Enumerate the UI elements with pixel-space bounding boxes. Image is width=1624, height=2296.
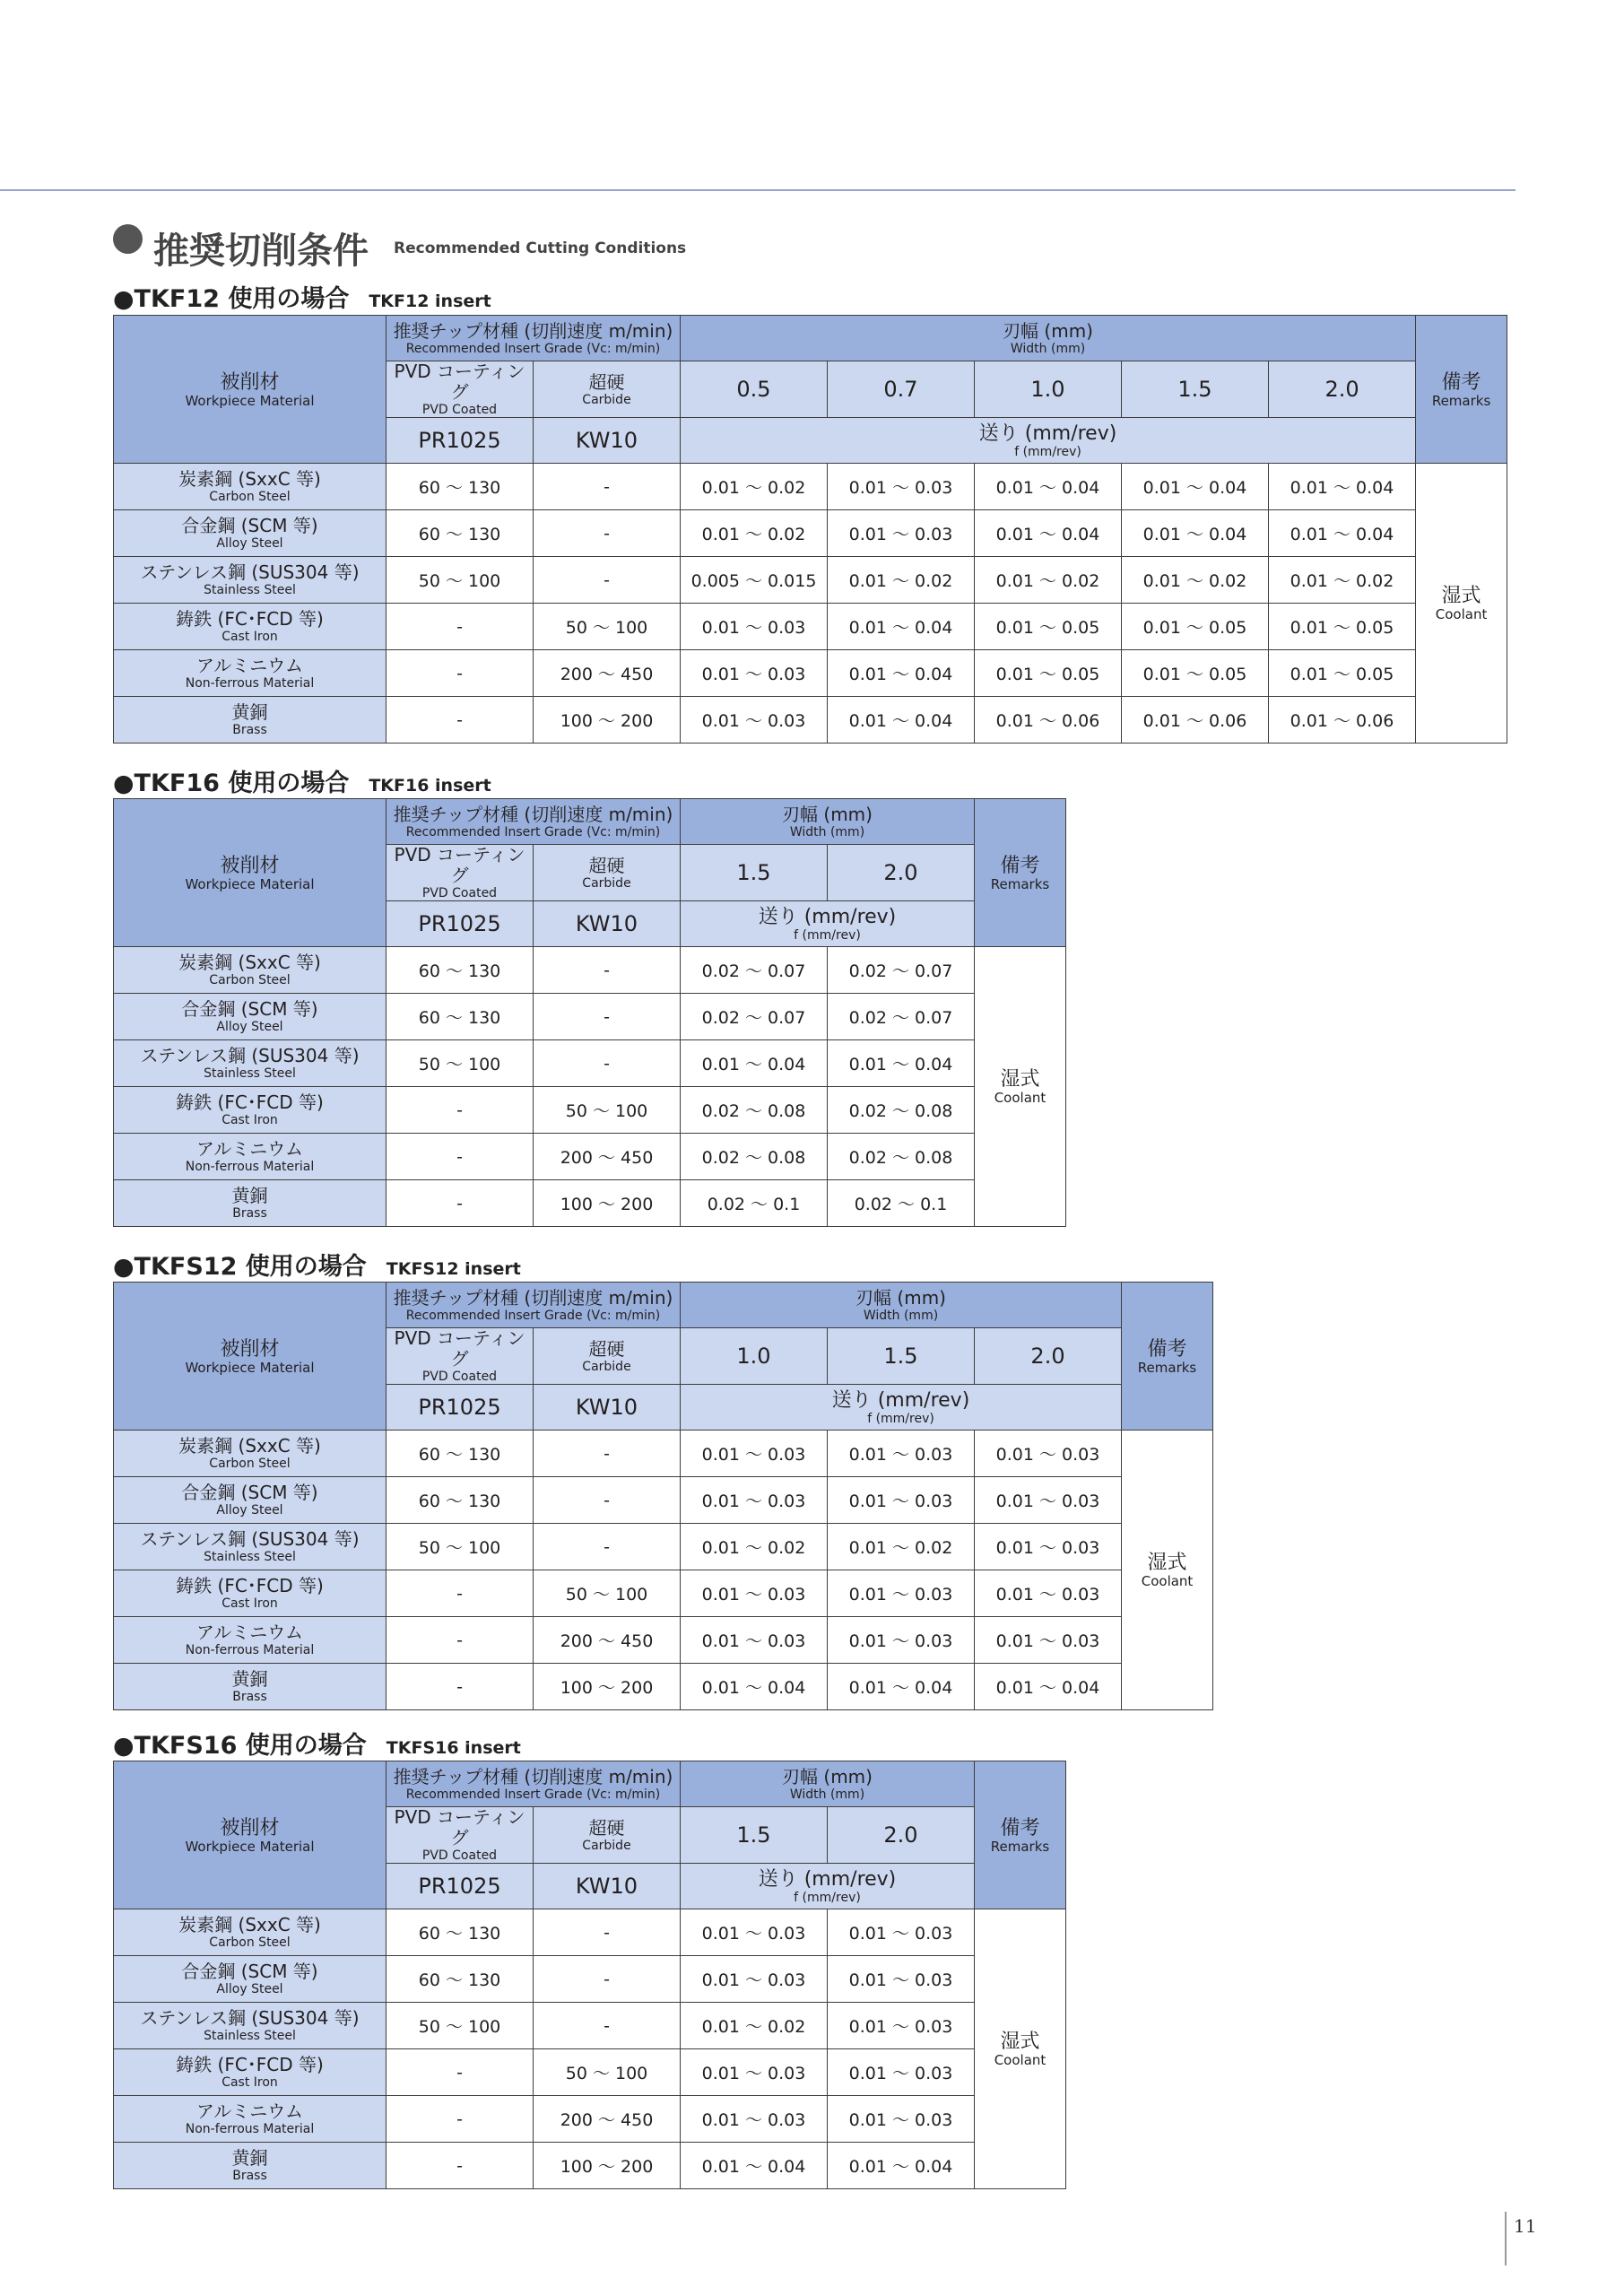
width-value: 1.5: [681, 1807, 828, 1864]
page-number: 11: [1514, 2215, 1537, 2237]
feed-cell: 0.02 ～ 0.07: [681, 994, 828, 1040]
workpiece-cell: 炭素鋼 (SxxC 等) Carbon Steel: [114, 947, 386, 994]
width-value: 2.0: [828, 845, 975, 901]
section-title-tkfs16: ●TKFS16 使用の場合 TKFS16 insert: [113, 1732, 521, 1760]
feed-cell: 0.01 ～ 0.04: [681, 1040, 828, 1087]
speed-cell: -: [386, 2096, 534, 2143]
grade-header: 推奨チップ材種 (切削速度 m/min) Recommended Insert Grade (Vc: m/min): [386, 799, 681, 845]
speed-cell: 100 ～ 200: [534, 697, 681, 744]
width-value: 0.5: [681, 361, 828, 418]
workpiece-cell: 黄銅 Brass: [114, 697, 386, 744]
speed-cell: -: [534, 510, 681, 557]
width-value: 1.5: [681, 845, 828, 901]
speed-cell: -: [386, 1180, 534, 1227]
pvd-header: PVD コーティング PVD Coated: [386, 845, 534, 901]
speed-cell: 60 ～ 130: [386, 994, 534, 1040]
pvd-header: PVD コーティング PVD Coated: [386, 1807, 534, 1864]
pvd-header: PVD コーティング PVD Coated: [386, 1328, 534, 1385]
feed-cell: 0.01 ～ 0.04: [828, 1664, 975, 1710]
speed-cell: -: [534, 1040, 681, 1087]
width-value: 1.0: [975, 361, 1122, 418]
cutting-table-tkf12: [113, 315, 1507, 744]
speed-cell: -: [386, 1664, 534, 1710]
feed-cell: 0.01 ～ 0.06: [975, 697, 1122, 744]
workpiece-header: 被削材 Workpiece Material: [114, 1761, 386, 1909]
feed-cell: 0.01 ～ 0.02: [1122, 557, 1269, 604]
page-subtitle: Recommended Cutting Conditions: [394, 239, 687, 257]
feed-cell: 0.01 ～ 0.03: [975, 1477, 1122, 1524]
feed-cell: 0.01 ～ 0.02: [681, 2003, 828, 2049]
feed-cell: 0.01 ～ 0.02: [828, 557, 975, 604]
speed-cell: 50 ～ 100: [386, 557, 534, 604]
feed-cell: 0.01 ～ 0.02: [828, 1524, 975, 1570]
grade-header: 推奨チップ材種 (切削速度 m/min) Recommended Insert Grade (Vc: m/min): [386, 316, 681, 361]
speed-cell: 200 ～ 450: [534, 2096, 681, 2143]
carbide-header: 超硬 Carbide: [534, 845, 681, 901]
speed-cell: -: [534, 557, 681, 604]
feed-cell: 0.01 ～ 0.02: [1269, 557, 1416, 604]
feed-cell: 0.01 ～ 0.04: [828, 604, 975, 650]
remarks-cell: 湿式 Coolant: [975, 1909, 1066, 2189]
feed-cell: 0.01 ～ 0.04: [975, 510, 1122, 557]
page-number-rule: [1505, 2212, 1507, 2266]
feed-cell: 0.01 ～ 0.03: [828, 1431, 975, 1477]
speed-cell: 100 ～ 200: [534, 1180, 681, 1227]
feed-cell: 0.01 ～ 0.03: [828, 1617, 975, 1664]
feed-cell: 0.01 ～ 0.03: [681, 2049, 828, 2096]
remarks-header: 備考 Remarks: [1122, 1283, 1213, 1431]
speed-cell: -: [386, 2143, 534, 2189]
workpiece-cell: 炭素鋼 (SxxC 等) Carbon Steel: [114, 464, 386, 510]
workpiece-cell: 炭素鋼 (SxxC 等) Carbon Steel: [114, 1909, 386, 1956]
feed-cell: 0.01 ～ 0.03: [681, 1956, 828, 2003]
speed-cell: 60 ～ 130: [386, 1956, 534, 2003]
cutting-table-tkfs12: [113, 1282, 1213, 1710]
speed-cell: 200 ～ 450: [534, 650, 681, 697]
feed-cell: 0.01 ～ 0.04: [1122, 510, 1269, 557]
feed-cell: 0.01 ～ 0.04: [975, 464, 1122, 510]
feed-cell: 0.01 ～ 0.04: [828, 650, 975, 697]
feed-header: 送り (mm/rev) f (mm/rev): [681, 418, 1416, 464]
feed-cell: 0.01 ～ 0.03: [975, 1524, 1122, 1570]
speed-cell: -: [534, 1956, 681, 2003]
workpiece-cell: 合金鋼 (SCM 等) Alloy Steel: [114, 1477, 386, 1524]
width-value: 1.5: [828, 1328, 975, 1385]
speed-cell: -: [386, 1134, 534, 1180]
speed-cell: 60 ～ 130: [386, 1909, 534, 1956]
speed-cell: 60 ～ 130: [386, 947, 534, 994]
width-value: 2.0: [975, 1328, 1122, 1385]
feed-cell: 0.01 ～ 0.03: [681, 1431, 828, 1477]
speed-cell: 60 ～ 130: [386, 464, 534, 510]
feed-cell: 0.02 ～ 0.07: [681, 947, 828, 994]
remarks-cell: 湿式 Coolant: [975, 947, 1066, 1227]
page-heading: [113, 222, 686, 274]
remarks-header: 備考 Remarks: [1416, 316, 1507, 464]
feed-cell: 0.01 ～ 0.04: [1122, 464, 1269, 510]
speed-cell: 60 ～ 130: [386, 510, 534, 557]
speed-cell: 50 ～ 100: [534, 604, 681, 650]
workpiece-cell: アルミニウム Non-ferrous Material: [114, 2096, 386, 2143]
feed-cell: 0.02 ～ 0.08: [828, 1134, 975, 1180]
feed-cell: 0.01 ～ 0.02: [681, 510, 828, 557]
section-title-tkfs12: ●TKFS12 使用の場合 TKFS12 insert: [113, 1253, 521, 1281]
speed-cell: -: [534, 464, 681, 510]
speed-cell: -: [534, 1524, 681, 1570]
width-header: 刃幅 (mm) Width (mm): [681, 1761, 975, 1807]
feed-cell: 0.01 ～ 0.03: [828, 1956, 975, 2003]
carbide-header: 超硬 Carbide: [534, 361, 681, 418]
feed-cell: 0.01 ～ 0.03: [681, 1570, 828, 1617]
feed-cell: 0.02 ～ 0.07: [828, 947, 975, 994]
workpiece-cell: アルミニウム Non-ferrous Material: [114, 650, 386, 697]
carbide-header: 超硬 Carbide: [534, 1328, 681, 1385]
speed-cell: 60 ～ 130: [386, 1477, 534, 1524]
speed-cell: 100 ～ 200: [534, 2143, 681, 2189]
feed-cell: 0.01 ～ 0.03: [681, 1477, 828, 1524]
feed-cell: 0.01 ～ 0.03: [828, 1477, 975, 1524]
page-title: 推奨切削条件: [153, 230, 369, 272]
workpiece-cell: ステンレス鋼 (SUS304 等) Stainless Steel: [114, 1040, 386, 1087]
feed-cell: 0.01 ～ 0.05: [1122, 604, 1269, 650]
feed-header: 送り (mm/rev) f (mm/rev): [681, 1385, 1122, 1431]
feed-cell: 0.01 ～ 0.02: [681, 464, 828, 510]
section-title-tkf12: ●TKF12 使用の場合 TKF12 insert: [113, 285, 491, 313]
speed-cell: -: [534, 1909, 681, 1956]
feed-cell: 0.01 ～ 0.06: [1269, 697, 1416, 744]
feed-cell: 0.01 ～ 0.03: [828, 1570, 975, 1617]
width-value: 2.0: [828, 1807, 975, 1864]
workpiece-cell: 鋳鉄 (FC･FCD 等) Cast Iron: [114, 1087, 386, 1134]
workpiece-cell: ステンレス鋼 (SUS304 等) Stainless Steel: [114, 557, 386, 604]
carbide-grade: KW10: [534, 901, 681, 947]
width-value: 2.0: [1269, 361, 1416, 418]
feed-cell: 0.01 ～ 0.04: [975, 1664, 1122, 1710]
feed-cell: 0.01 ～ 0.03: [828, 1909, 975, 1956]
speed-cell: 50 ～ 100: [386, 1040, 534, 1087]
width-value: 1.0: [681, 1328, 828, 1385]
top-rule: [0, 189, 1515, 191]
speed-cell: 50 ～ 100: [386, 2003, 534, 2049]
feed-cell: 0.01 ～ 0.04: [828, 2143, 975, 2189]
workpiece-cell: 合金鋼 (SCM 等) Alloy Steel: [114, 1956, 386, 2003]
speed-cell: -: [386, 2049, 534, 2096]
feed-cell: 0.01 ～ 0.05: [975, 604, 1122, 650]
speed-cell: 100 ～ 200: [534, 1664, 681, 1710]
pvd-grade: PR1025: [386, 418, 534, 464]
feed-cell: 0.01 ～ 0.03: [681, 2096, 828, 2143]
speed-cell: -: [386, 1617, 534, 1664]
feed-cell: 0.01 ～ 0.04: [681, 1664, 828, 1710]
cutting-table-tkfs16: [113, 1761, 1066, 2189]
feed-cell: 0.01 ～ 0.04: [828, 1040, 975, 1087]
workpiece-cell: アルミニウム Non-ferrous Material: [114, 1617, 386, 1664]
workpiece-header: 被削材 Workpiece Material: [114, 1283, 386, 1431]
width-value: 1.5: [1122, 361, 1269, 418]
feed-cell: 0.01 ～ 0.03: [828, 2096, 975, 2143]
feed-cell: 0.02 ～ 0.08: [681, 1134, 828, 1180]
speed-cell: 200 ～ 450: [534, 1617, 681, 1664]
workpiece-cell: ステンレス鋼 (SUS304 等) Stainless Steel: [114, 1524, 386, 1570]
remarks-cell: 湿式 Coolant: [1416, 464, 1507, 744]
speed-cell: 50 ～ 100: [386, 1524, 534, 1570]
grade-header: 推奨チップ材種 (切削速度 m/min) Recommended Insert Grade (Vc: m/min): [386, 1283, 681, 1328]
speed-cell: 50 ～ 100: [534, 1087, 681, 1134]
feed-cell: 0.01 ～ 0.05: [975, 650, 1122, 697]
feed-cell: 0.01 ～ 0.05: [1269, 650, 1416, 697]
workpiece-cell: 黄銅 Brass: [114, 1180, 386, 1227]
cutting-table-tkf16: [113, 798, 1066, 1227]
remarks-header: 備考 Remarks: [975, 799, 1066, 947]
speed-cell: -: [386, 697, 534, 744]
speed-cell: 60 ～ 130: [386, 1431, 534, 1477]
remarks-header: 備考 Remarks: [975, 1761, 1066, 1909]
speed-cell: 50 ～ 100: [534, 2049, 681, 2096]
feed-cell: 0.01 ～ 0.06: [1122, 697, 1269, 744]
workpiece-cell: 合金鋼 (SCM 等) Alloy Steel: [114, 510, 386, 557]
feed-cell: 0.01 ～ 0.02: [681, 1524, 828, 1570]
carbide-header: 超硬 Carbide: [534, 1807, 681, 1864]
carbide-grade: KW10: [534, 1864, 681, 1909]
workpiece-cell: ステンレス鋼 (SUS304 等) Stainless Steel: [114, 2003, 386, 2049]
feed-cell: 0.01 ～ 0.03: [975, 1617, 1122, 1664]
feed-header: 送り (mm/rev) f (mm/rev): [681, 901, 975, 947]
workpiece-cell: 黄銅 Brass: [114, 2143, 386, 2189]
speed-cell: -: [386, 604, 534, 650]
width-header: 刃幅 (mm) Width (mm): [681, 799, 975, 845]
feed-header: 送り (mm/rev) f (mm/rev): [681, 1864, 975, 1909]
width-value: 0.7: [828, 361, 975, 418]
workpiece-cell: 鋳鉄 (FC･FCD 等) Cast Iron: [114, 2049, 386, 2096]
speed-cell: -: [534, 1431, 681, 1477]
speed-cell: -: [534, 947, 681, 994]
width-header: 刃幅 (mm) Width (mm): [681, 316, 1416, 361]
feed-cell: 0.02 ～ 0.08: [681, 1087, 828, 1134]
feed-cell: 0.01 ～ 0.03: [828, 510, 975, 557]
feed-cell: 0.01 ～ 0.03: [975, 1431, 1122, 1477]
pvd-header: PVD コーティング PVD Coated: [386, 361, 534, 418]
feed-cell: 0.01 ～ 0.03: [828, 2003, 975, 2049]
feed-cell: 0.01 ～ 0.05: [1122, 650, 1269, 697]
feed-cell: 0.02 ～ 0.1: [828, 1180, 975, 1227]
feed-cell: 0.01 ～ 0.03: [681, 1909, 828, 1956]
feed-cell: 0.01 ～ 0.03: [681, 1617, 828, 1664]
feed-cell: 0.01 ～ 0.03: [975, 1570, 1122, 1617]
pvd-grade: PR1025: [386, 1385, 534, 1431]
speed-cell: 50 ～ 100: [534, 1570, 681, 1617]
feed-cell: 0.01 ～ 0.03: [828, 464, 975, 510]
pvd-grade: PR1025: [386, 1864, 534, 1909]
feed-cell: 0.01 ～ 0.03: [681, 697, 828, 744]
workpiece-cell: 合金鋼 (SCM 等) Alloy Steel: [114, 994, 386, 1040]
bullet-icon: [113, 224, 143, 254]
feed-cell: 0.01 ～ 0.05: [1269, 604, 1416, 650]
speed-cell: -: [386, 1087, 534, 1134]
speed-cell: -: [534, 994, 681, 1040]
width-header: 刃幅 (mm) Width (mm): [681, 1283, 1122, 1328]
feed-cell: 0.01 ～ 0.03: [681, 604, 828, 650]
workpiece-cell: 鋳鉄 (FC･FCD 等) Cast Iron: [114, 604, 386, 650]
feed-cell: 0.01 ～ 0.04: [1269, 510, 1416, 557]
workpiece-cell: アルミニウム Non-ferrous Material: [114, 1134, 386, 1180]
feed-cell: 0.01 ～ 0.03: [681, 650, 828, 697]
workpiece-header: 被削材 Workpiece Material: [114, 799, 386, 947]
feed-cell: 0.01 ～ 0.03: [828, 2049, 975, 2096]
carbide-grade: KW10: [534, 1385, 681, 1431]
carbide-grade: KW10: [534, 418, 681, 464]
pvd-grade: PR1025: [386, 901, 534, 947]
workpiece-header: 被削材 Workpiece Material: [114, 316, 386, 464]
grade-header: 推奨チップ材種 (切削速度 m/min) Recommended Insert Grade (Vc: m/min): [386, 1761, 681, 1807]
speed-cell: -: [534, 1477, 681, 1524]
speed-cell: 200 ～ 450: [534, 1134, 681, 1180]
speed-cell: -: [534, 2003, 681, 2049]
speed-cell: -: [386, 1570, 534, 1617]
feed-cell: 0.02 ～ 0.07: [828, 994, 975, 1040]
feed-cell: 0.01 ～ 0.04: [1269, 464, 1416, 510]
feed-cell: 0.01 ～ 0.04: [828, 697, 975, 744]
speed-cell: -: [386, 650, 534, 697]
feed-cell: 0.02 ～ 0.1: [681, 1180, 828, 1227]
remarks-cell: 湿式 Coolant: [1122, 1431, 1213, 1710]
feed-cell: 0.02 ～ 0.08: [828, 1087, 975, 1134]
feed-cell: 0.01 ～ 0.04: [681, 2143, 828, 2189]
feed-cell: 0.01 ～ 0.02: [975, 557, 1122, 604]
workpiece-cell: 黄銅 Brass: [114, 1664, 386, 1710]
workpiece-cell: 炭素鋼 (SxxC 等) Carbon Steel: [114, 1431, 386, 1477]
section-title-tkf16: ●TKF16 使用の場合 TKF16 insert: [113, 770, 491, 797]
feed-cell: 0.005 ～ 0.015: [681, 557, 828, 604]
workpiece-cell: 鋳鉄 (FC･FCD 等) Cast Iron: [114, 1570, 386, 1617]
